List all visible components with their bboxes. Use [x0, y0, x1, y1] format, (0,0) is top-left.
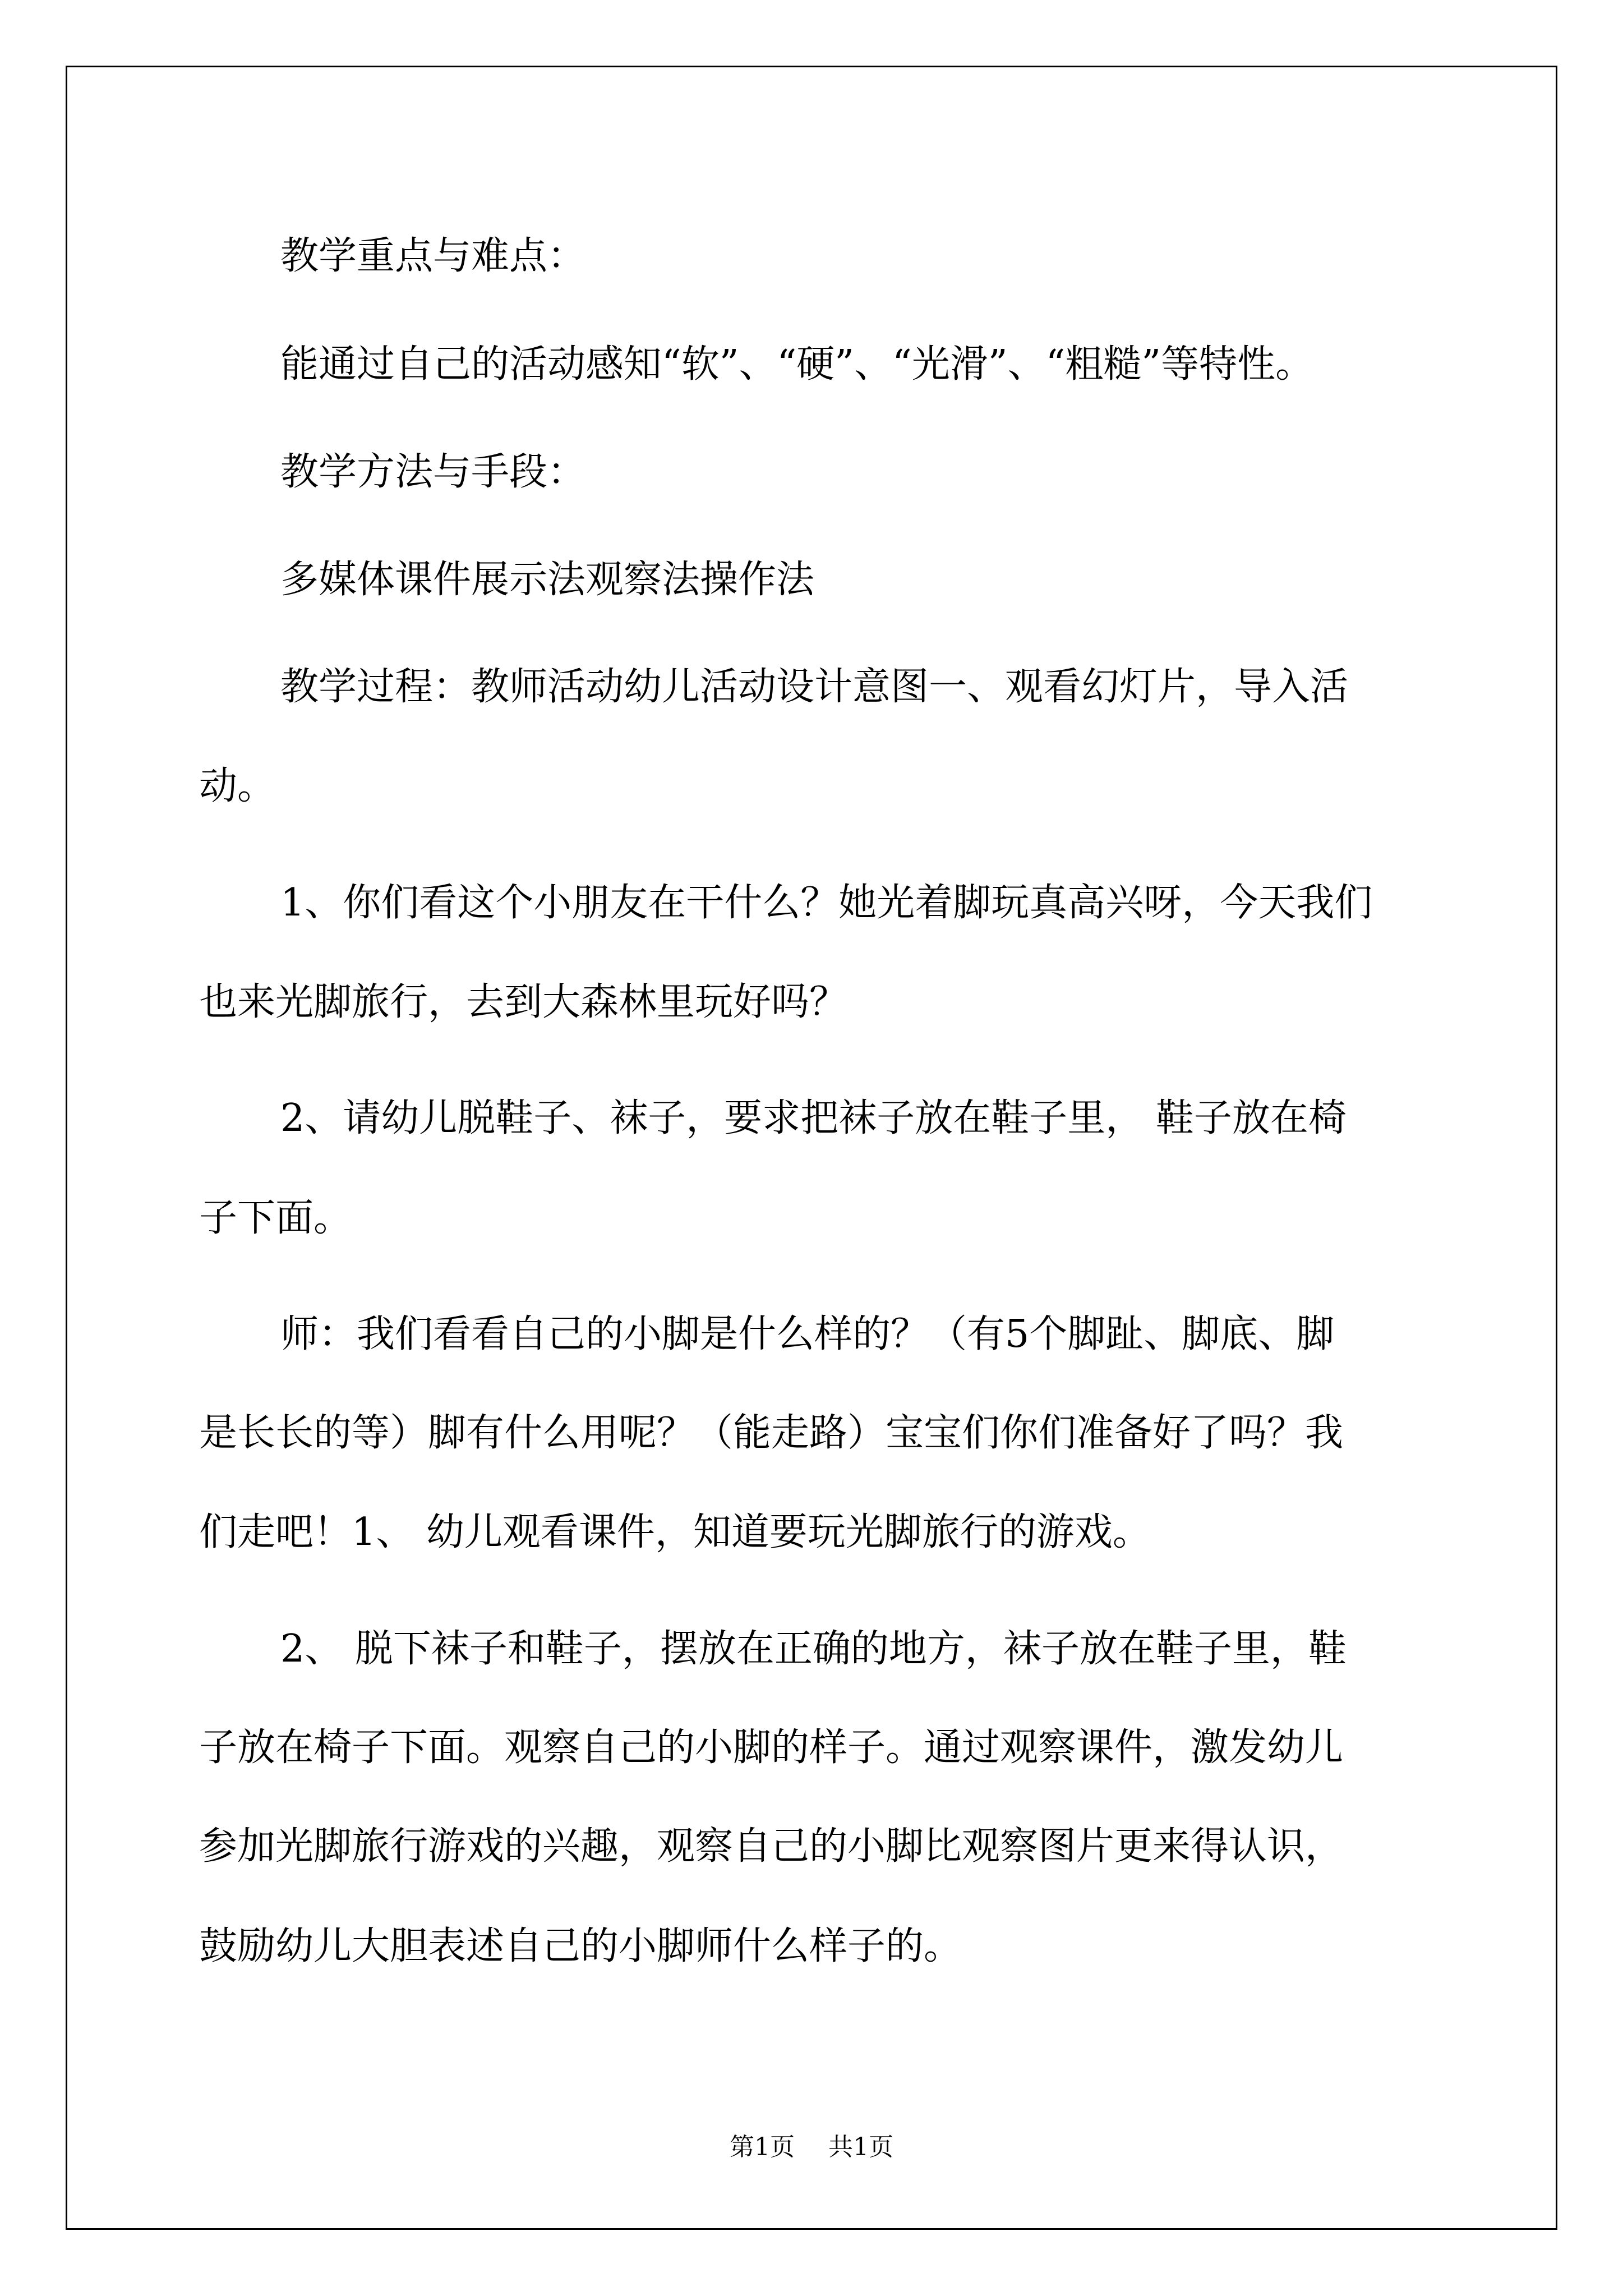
page-footer — [0, 2132, 1623, 2163]
paragraph-methods: 多媒体课件展示法观察法操作法 — [280, 558, 815, 602]
paragraph-step2-line-2: 子下面。 — [199, 1196, 352, 1240]
paragraph-step2-line-1: 2、请幼儿脱鞋子、袜子，要求把袜子放在鞋子里， 鞋子放在椅 — [280, 1096, 1347, 1140]
paragraph-step1-line-2: 也来光脚旅行，去到大森林里玩好吗？ — [199, 980, 848, 1024]
paragraph-process-line-1: 教学过程：教师活动幼儿活动设计意图一、观看幻灯片，导入活 — [280, 665, 1349, 709]
paragraph-step2b-line-3: 参加光脚旅行游戏的兴趣，观察自己的小脚比观察图片更来得认识， — [199, 1824, 1344, 1869]
paragraph-step1-line-1: 1、你们看这个小朋友在干什么？她光着脚玩真高兴呀，今天我们 — [280, 881, 1373, 925]
paragraph-teacher-line-3: 们走吧！1、 幼儿观看课件，知道要玩光脚旅行的游戏。 — [199, 1510, 1151, 1554]
section-heading-methods: 教学方法与手段： — [280, 450, 586, 494]
paragraph-key-points: 能通过自己的活动感知“软”、“硬”、“光滑”、“粗糙”等特性。 — [280, 342, 1314, 386]
paragraph-teacher-line-1: 师：我们看看自己的小脚是什么样的？（有5个脚趾、脚底、脚 — [280, 1312, 1335, 1356]
paragraph-process-line-2: 动。 — [199, 764, 276, 808]
paragraph-step2b-line-1: 2、 脱下袜子和鞋子，摆放在正确的地方，袜子放在鞋子里，鞋 — [280, 1627, 1347, 1671]
section-heading-key-points: 教学重点与难点： — [280, 234, 586, 278]
page-number-current: 第1页 — [730, 2133, 795, 2161]
paragraph-teacher-line-2: 是长长的等）脚有什么用呢？（能走路）宝宝们你们准备好了吗？我 — [199, 1411, 1344, 1455]
page-border — [66, 66, 1557, 2230]
paragraph-step2b-line-2: 子放在椅子下面。观察自己的小脚的样子。通过观察课件，激发幼儿 — [199, 1726, 1344, 1770]
page-number-total: 共1页 — [828, 2133, 893, 2161]
paragraph-step2b-line-4: 鼓励幼儿大胆表述自己的小脚师什么样子的。 — [199, 1924, 962, 1968]
